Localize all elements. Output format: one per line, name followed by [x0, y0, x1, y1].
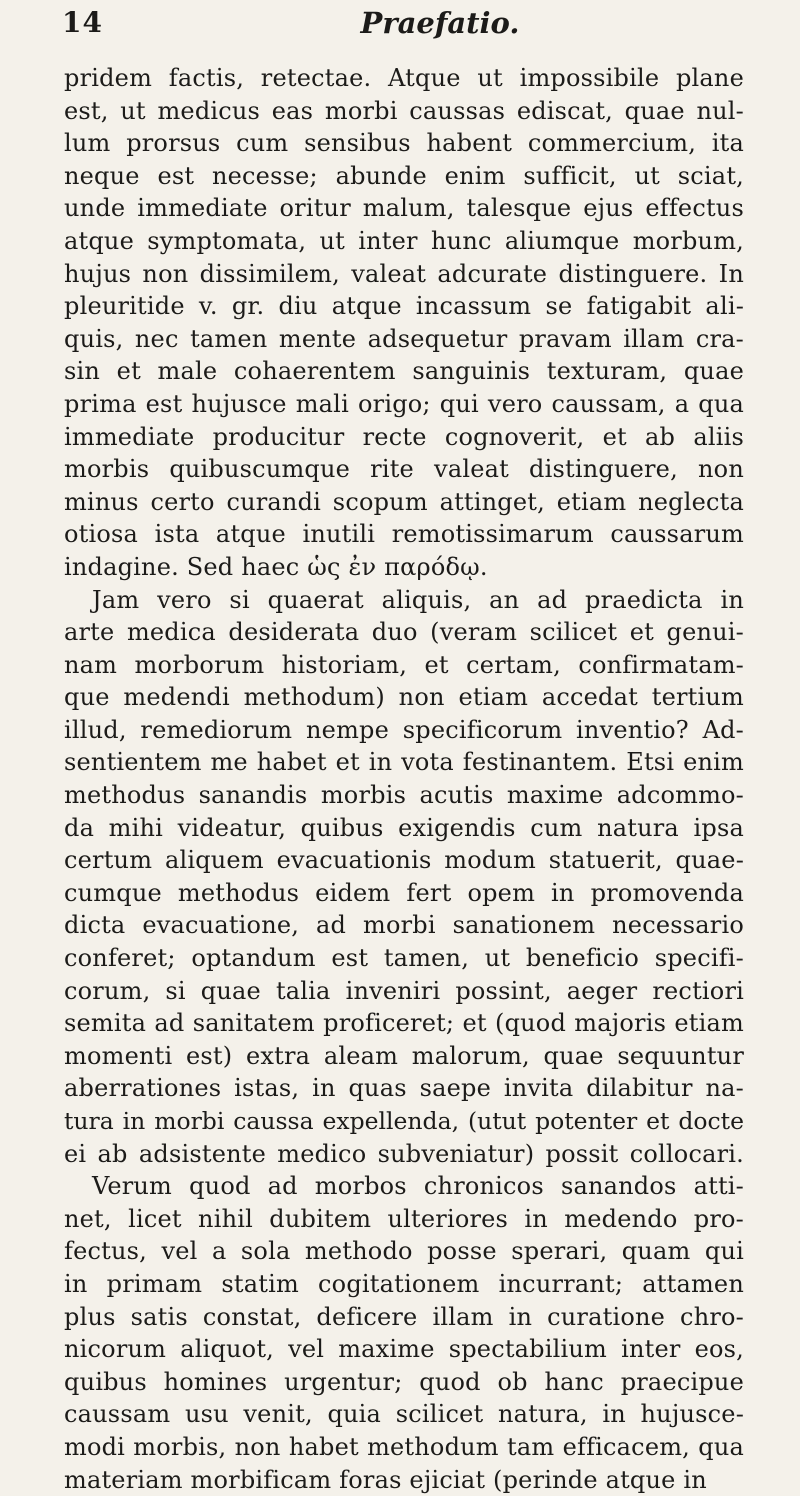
text-line: corum, si quae talia inveniri possint, aeger rectiori: [64, 976, 744, 1005]
text-line: methodus sanandis morbis acutis maxime adcommo-: [64, 781, 744, 810]
text-line: indagine. Sed haec ὡς ἐν παρόδῳ.: [64, 552, 488, 581]
text-line: plus satis constat, deficere illam in curatione chro-: [64, 1302, 744, 1331]
text-line: modi morbis, non habet methodum tam efficacem, qua: [64, 1432, 744, 1461]
text-line: cumque methodus eidem fert opem in promovenda: [64, 878, 744, 907]
text-line: aberrationes istas, in quas saepe invita dilabitur na-: [64, 1074, 744, 1103]
text-line: immediate producitur recte cognoverit, et ab aliis: [64, 422, 744, 451]
text-line: sentientem me habet et in vota festinantem. Etsi enim: [64, 748, 744, 777]
text-line: tura in morbi caussa expellenda, (utut potenter et docte: [64, 1107, 744, 1135]
text-line: quis, nec tamen mente adsequetur pravam illam cra-: [64, 324, 744, 353]
text-line: ei ab adsistente medico subveniatur) possit collocari.: [64, 1139, 744, 1168]
body-text: [64, 62, 744, 1496]
text-line: quibus homines urgentur; quod ob hanc praecipue: [64, 1367, 744, 1396]
text-line: fectus, vel a sola methodo posse sperari, quam qui: [64, 1237, 744, 1266]
text-line: caussam usu venit, quia scilicet natura, in hujusce-: [64, 1400, 744, 1429]
text-line: nam morborum historiam, et certam, confirmatam-: [64, 650, 744, 679]
text-line: da mihi videatur, quibus exigendis cum natura ipsa: [64, 813, 744, 842]
text-line: illud, remediorum nempe specificorum inventio? Ad-: [64, 715, 744, 744]
running-head: [62, 6, 738, 46]
text-line: certum aliquem evacuationis modum statuerit, quae-: [64, 846, 744, 875]
text-line: net, licet nihil dubitem ulteriores in medendo pro-: [64, 1204, 744, 1233]
text-line: conferet; optandum est tamen, ut beneficio specifi-: [64, 944, 744, 973]
text-line: unde immediate oritur malum, talesque ejus effectus: [64, 194, 744, 223]
text-line: Verum quod ad morbos chronicos sanandos atti-: [92, 1172, 744, 1201]
page-number: 14: [62, 6, 103, 39]
text-line: semita ad sanitatem proficeret; et (quod majoris etiam: [64, 1009, 744, 1038]
text-line: otiosa ista atque inutili remotissimarum caussarum: [64, 520, 744, 549]
text-line: nicorum aliquot, vel maxime spectabilium inter eos,: [64, 1335, 744, 1364]
text-line: Jam vero si quaerat aliquis, an ad praedicta in: [92, 585, 744, 614]
text-line: est, ut medicus eas morbi caussas ediscat, quae nul-: [64, 96, 744, 125]
text-line: sin et male cohaerentem sanguinis texturam, quae: [64, 357, 744, 386]
text-line: morbis quibuscumque rite valeat distinguere, non: [64, 455, 744, 484]
text-line: minus certo curandi scopum attinget, etiam neglecta: [64, 487, 744, 516]
text-line: lum prorsus cum sensibus habent commercium, ita: [64, 129, 744, 158]
text-line: dicta evacuatione, ad morbi sanationem necessario: [64, 911, 744, 940]
text-line: atque symptomata, ut inter hunc aliumque morbum,: [64, 226, 744, 255]
text-line: pridem factis, retectae. Atque ut impossibile plane: [64, 64, 744, 92]
text-line: neque est necesse; abunde enim sufficit, ut sciat,: [64, 161, 744, 190]
text-line: arte medica desiderata duo (veram scilicet et genui-: [64, 618, 744, 647]
text-line: in primam statim cogitationem incurrant; attamen: [64, 1269, 744, 1298]
text-line: hujus non dissimilem, valeat adcurate distinguere. In: [64, 259, 744, 288]
text-line: materiam morbificam foras ejiciat (perinde atque in: [64, 1465, 707, 1494]
text-line: pleuritide v. gr. diu atque incassum se fatigabit ali-: [64, 292, 744, 321]
text-line: momenti est) extra aleam malorum, quae sequuntur: [64, 1041, 744, 1070]
text-line: que medendi methodum) non etiam accedat tertium: [64, 683, 744, 712]
text-line: prima est hujusce mali origo; qui vero caussam, a qua: [64, 389, 744, 418]
running-title: Praefatio.: [360, 6, 520, 40]
